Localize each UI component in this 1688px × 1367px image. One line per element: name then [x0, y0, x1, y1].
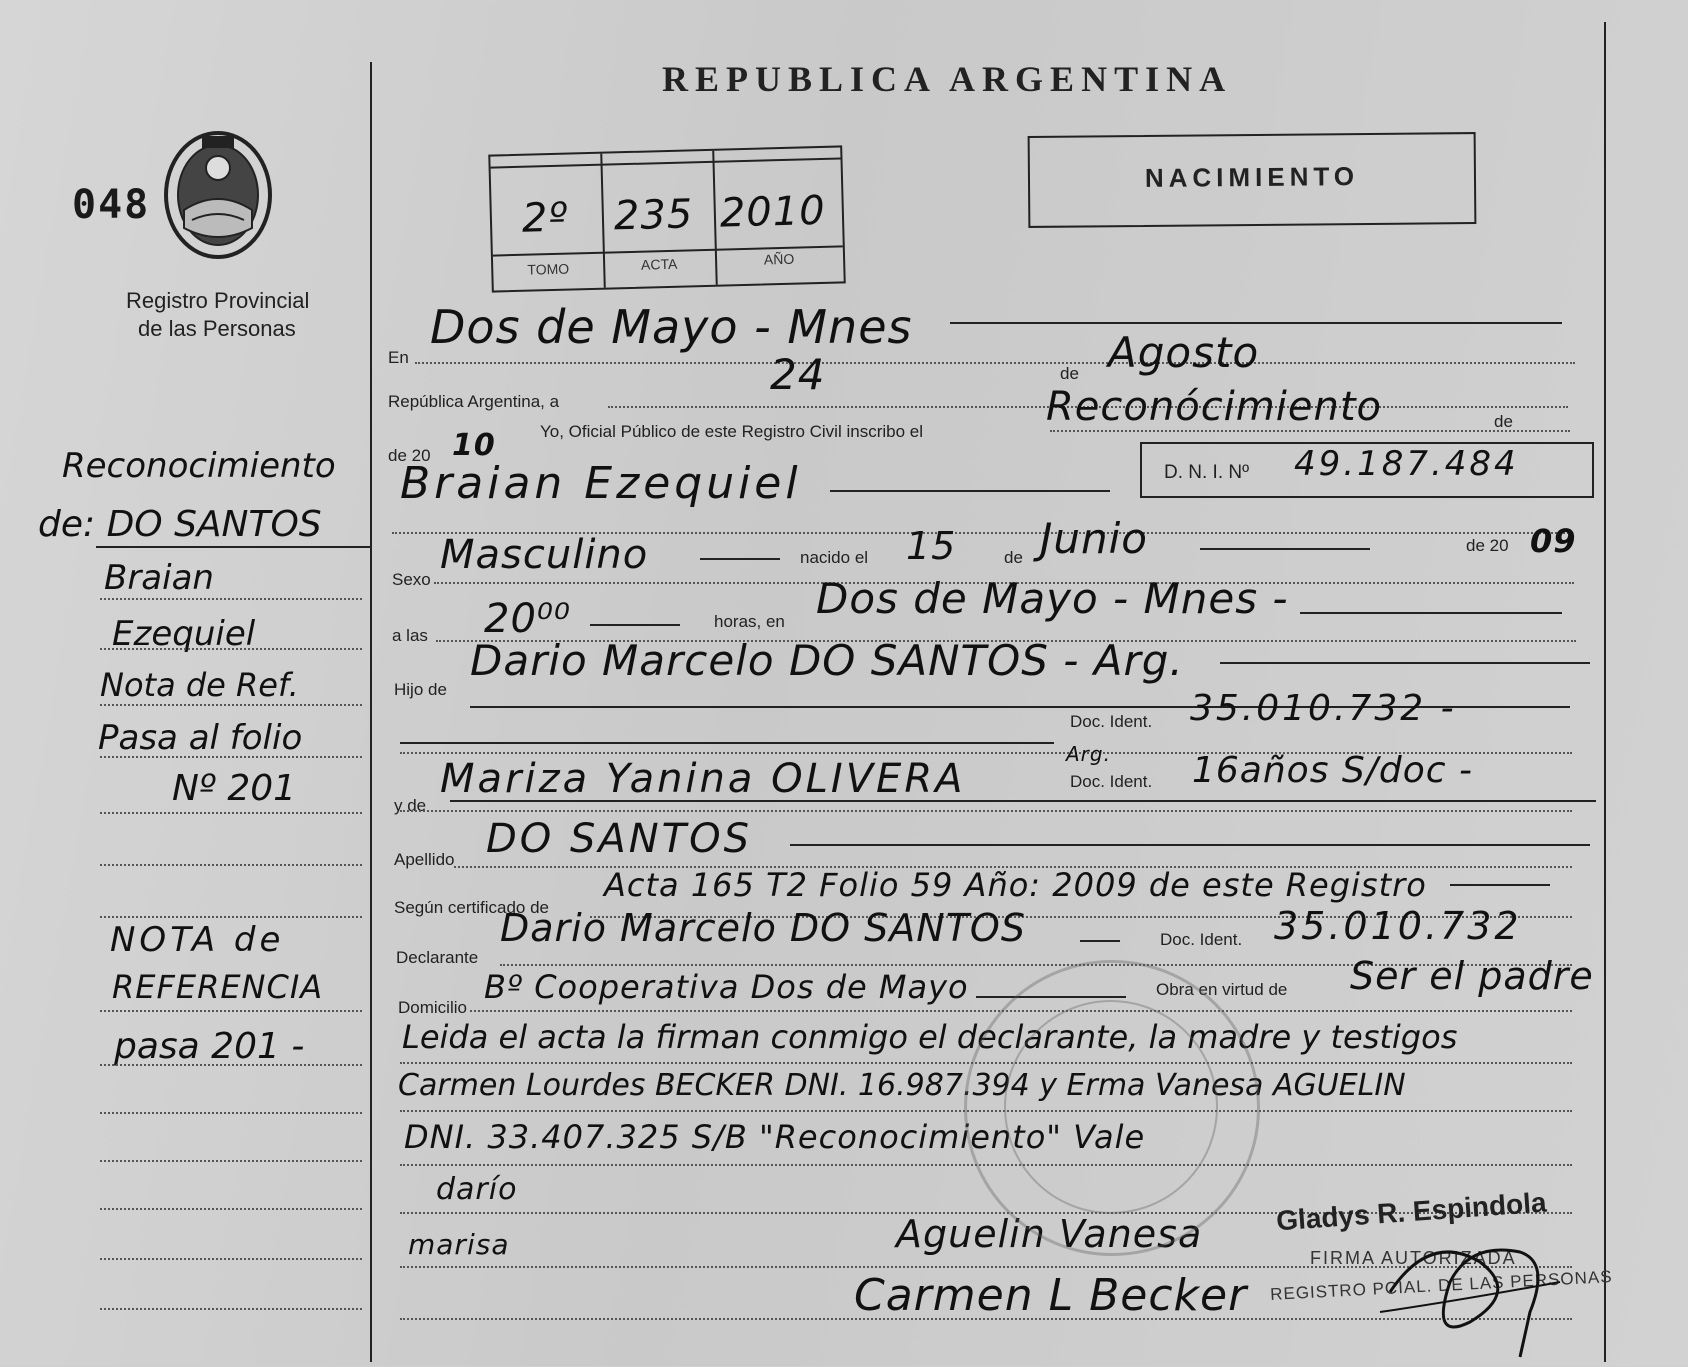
label-doc-ident2: Doc. Ident.	[1070, 772, 1153, 791]
acta-value: 235	[613, 191, 694, 240]
label-nacido-el: nacido el	[800, 548, 869, 567]
signature-testigo1: Aguelin Vanesa	[896, 1212, 1203, 1256]
margin-note-10: pasa 201 -	[114, 1026, 305, 1067]
label-hijo-de: Hijo de	[394, 680, 447, 699]
signature-madre: marisa	[408, 1228, 510, 1261]
anio-label: AÑO	[763, 250, 795, 268]
value-nac-anio-suffix: 09	[1530, 522, 1577, 560]
margin-note-4: Ezequiel	[112, 614, 256, 654]
text-line1: Leida el acta la firman conmigo el declarante, la madre y testigos	[402, 1018, 1458, 1056]
margin-note-8: NOTA de	[110, 920, 285, 960]
label-doc-ident3: Doc. Ident.	[1160, 930, 1243, 949]
value-madre-doc: 16años S/doc -	[1192, 750, 1473, 791]
anio-value: 2010	[719, 187, 827, 237]
margin-note-2: de: DO SANTOS	[38, 504, 322, 545]
value-apellido: DO SANTOS	[486, 816, 752, 862]
official-seal-stamp-inner	[1004, 1000, 1218, 1214]
tomo-value: 2º	[521, 194, 569, 242]
acta-label: ACTA	[640, 255, 678, 273]
value-obra: Ser el padre	[1350, 954, 1594, 998]
value-certificado: Acta 165 T2 Folio 59 Año: 2009 de este Registro	[604, 866, 1427, 904]
margin-note-6: Pasa al folio	[98, 718, 303, 758]
label-a-las: a las	[392, 626, 428, 645]
official-name: Gladys R. Espindola	[1275, 1186, 1548, 1237]
page-number: 048	[72, 182, 151, 228]
label-domicilio: Domicilio	[398, 998, 467, 1017]
margin-note-5: Nota de Ref.	[100, 666, 299, 704]
label-de-20: de 20	[388, 446, 431, 465]
book-table	[488, 145, 845, 292]
right-border	[1604, 22, 1606, 1362]
record-type-box	[1028, 132, 1477, 228]
value-mes: Agosto	[1108, 328, 1260, 377]
label-horas-en: horas, en	[714, 612, 785, 631]
value-dni: 49.187.484	[1294, 444, 1519, 484]
label-en: En	[388, 348, 409, 367]
label-doc-ident: Doc. Ident.	[1070, 712, 1153, 731]
label-dni: D. N. I. Nº	[1164, 462, 1250, 483]
value-nac-dia: 15	[906, 524, 957, 568]
country-title: REPUBLICA ARGENTINA	[662, 59, 1233, 99]
value-padre: Dario Marcelo DO SANTOS - Arg.	[470, 636, 1184, 685]
value-dia: 24	[770, 350, 826, 399]
label-yo-oficial: Yo, Oficial Público de este Registro Civil inscribo el	[540, 422, 923, 441]
value-tipo: Reconócimiento	[1046, 384, 1382, 430]
value-nombre: Braian Ezequiel	[400, 458, 802, 509]
label-de2: de	[1004, 548, 1023, 567]
record-type: NACIMIENTO	[1144, 161, 1360, 193]
value-hora: 20⁰⁰	[484, 596, 571, 642]
label-sexo: Sexo	[392, 570, 431, 589]
label-de: de	[1060, 364, 1079, 383]
tomo-label: TOMO	[527, 260, 570, 278]
label-apellido: Apellido	[394, 850, 455, 869]
label-obra: Obra en virtud de	[1156, 980, 1288, 999]
margin-note-3: Braian	[104, 558, 214, 598]
dni-box	[1140, 442, 1594, 498]
value-sexo: Masculino	[440, 532, 649, 578]
label-y-de: y de	[394, 796, 427, 815]
margin-note-1: Reconocimiento	[62, 446, 336, 486]
official-rubric	[1370, 1222, 1570, 1362]
value-anio-suffix: 10	[452, 428, 496, 463]
margin-note-9: REFERENCIA	[112, 968, 324, 1006]
provincial-seal	[162, 128, 274, 262]
label-segun: Según certificado de	[394, 898, 549, 917]
value-padre-doc: 35.010.732 -	[1190, 688, 1457, 729]
label-declarante: Declarante	[396, 948, 479, 967]
label-de-200: de 20	[1466, 536, 1509, 555]
signature-testigo2: Carmen L Becker	[854, 1270, 1248, 1321]
value-nac-lugar: Dos de Mayo - Mnes -	[816, 574, 1289, 623]
value-domicilio: Bº Cooperativa Dos de Mayo	[484, 968, 969, 1006]
label-de-end: de	[1494, 412, 1513, 431]
signature-padre: darío	[436, 1172, 518, 1207]
margin-note-7: Nº 201	[172, 768, 297, 809]
left-column-divider	[370, 62, 372, 1362]
official-stamp-line2: REGISTRO PCIAL. DE LAS PERSONAS	[1269, 1267, 1614, 1304]
text-line3: DNI. 33.407.325 S/B "Reconocimiento" Vale	[404, 1118, 1146, 1156]
value-declarante-doc: 35.010.732	[1274, 904, 1522, 948]
official-stamp-line1: FIRMA AUTORIZADA	[1310, 1248, 1517, 1268]
text-line2: Carmen Lourdes BECKER DNI. 16.987.394 y Erma Vanesa AGUELIN	[398, 1068, 1406, 1103]
registry-name-line1: Registro Provincial	[126, 288, 310, 313]
value-nac-mes: Junio	[1040, 514, 1148, 563]
value-lugar: Dos de Mayo - Mnes	[430, 300, 913, 354]
label-republica: República Argentina, a	[388, 392, 560, 411]
value-declarante: Dario Marcelo DO SANTOS	[500, 906, 1026, 950]
registry-name-line2: de las Personas	[138, 316, 296, 341]
value-madre-nac: Arg.	[1066, 742, 1111, 766]
value-madre: Mariza Yanina OLIVERA	[440, 756, 966, 802]
